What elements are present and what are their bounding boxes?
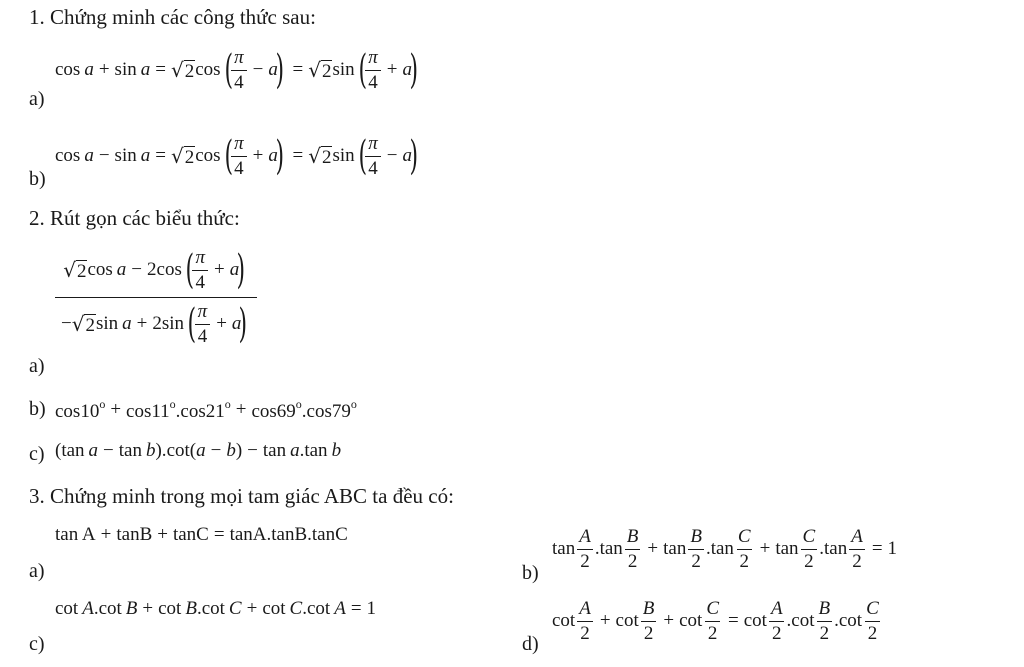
label-1b: b) bbox=[29, 168, 46, 190]
label-1a: a) bbox=[29, 88, 45, 110]
section-1-heading: 1. Chứng minh các công thức sau: bbox=[29, 5, 316, 29]
label-2a: a) bbox=[29, 355, 45, 377]
label-3b: b) bbox=[522, 562, 539, 584]
formula-3d: cot $\frac{A}{2}$ + cot $\frac{B}{2}$ + cot $\frac{C}{2}$ = cot $\frac{A}{2}$ . cot $\frac{B}{2}$ . cot $\frac{C}{2}$ bbox=[552, 598, 879, 644]
label-3d: d) bbox=[522, 633, 539, 655]
label-2b: b) bbox=[29, 398, 46, 420]
formula-2a: √ 2 cos a − 2cos ( $\frac{\pi}{4}$ + a ) − √ 2 sin a + 2sin ( $\frac{\pi}{4}$ + a ) bbox=[55, 248, 257, 347]
section-2-heading: 2. Rút gọn các biểu thức: bbox=[29, 206, 240, 230]
label-3c: c) bbox=[29, 633, 45, 655]
formula-3b: tan $\frac{A}{2}$ . tan $\frac{B}{2}$ + tan $\frac{B}{2}$ . tan $\frac{C}{2}$ + tan $\frac{C}{2}$ . tan $\frac{A}{2}$ = 1 bbox=[552, 526, 898, 572]
section-3-heading: 3. Chứng minh trong mọi tam giác ABC ta đều có: bbox=[29, 484, 454, 508]
formula-3a: tan A + tanB + tanC = tanA.tanB.tanC bbox=[55, 524, 348, 545]
formula-3c: cot A . cot B + cot B . cot C + cot C . cot A = 1 bbox=[55, 598, 377, 619]
formula-2c: ( tan a − tan b ). cot( a − b ) − tan a . tan b bbox=[55, 440, 342, 461]
formula-1a: cos a + sin a = √ 2 cos ( $\frac{\pi}{4}$ − a ) = √ 2 sin ( $\frac{\pi}{4}$ + a ) bbox=[55, 47, 419, 94]
label-2c: c) bbox=[29, 443, 45, 465]
formula-1b: cos a − sin a = √ 2 cos ( $\frac{\pi}{4}$ + a ) = √ 2 sin ( $\frac{\pi}{4}$ − a ) bbox=[55, 133, 419, 180]
label-3a: a) bbox=[29, 560, 45, 582]
formula-2b: cos10$^o$ + cos11$^o$.cos21$^o$ + cos69$^o$.cos79$^o$ bbox=[55, 397, 357, 422]
